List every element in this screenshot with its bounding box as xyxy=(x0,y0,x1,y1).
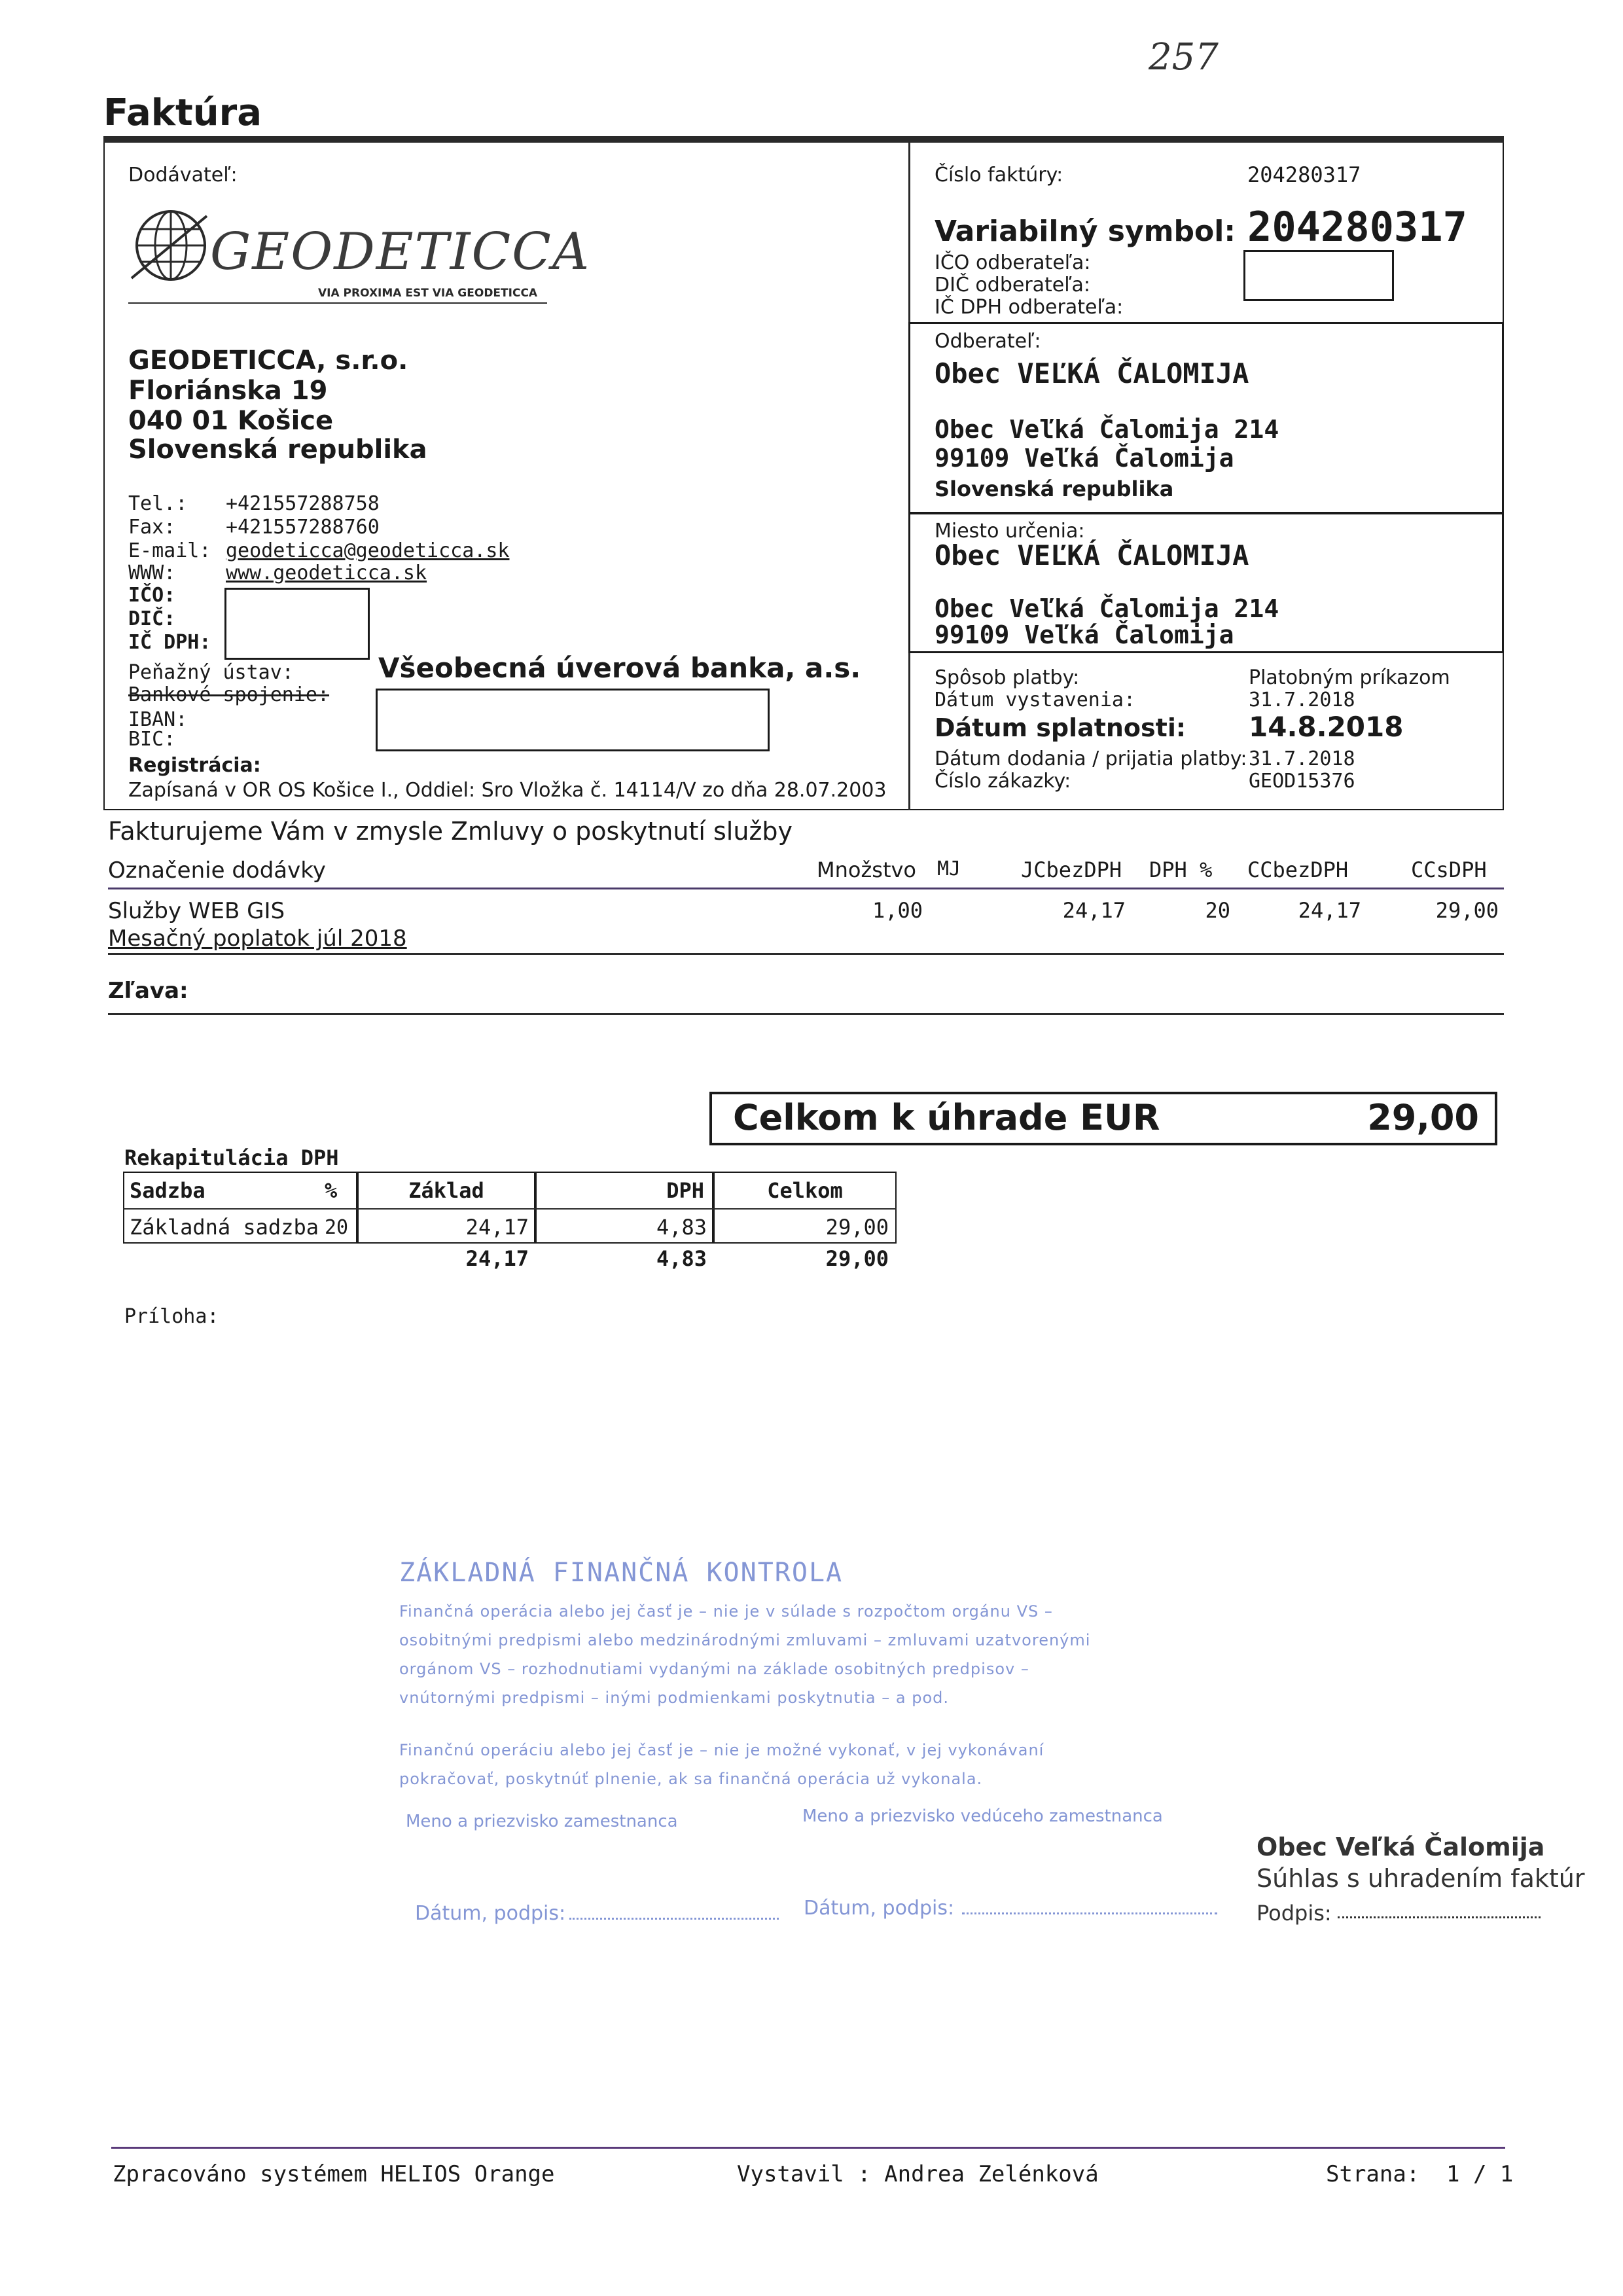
bank-label: Peňažný ústav: xyxy=(128,661,294,684)
stamp-line: pokračovať, poskytnúť plnenie, ak sa finančná operácia už vykonala. xyxy=(399,1770,983,1788)
order-number: GEOD15376 xyxy=(1249,770,1355,793)
col-description: Označenie dodávky xyxy=(108,857,326,884)
invoice-number: 204280317 xyxy=(1247,162,1361,187)
stamp-line: osobitnými predpismi alebo medzinárodnými zmluvami – zmluvami uzatvorenými xyxy=(399,1631,1091,1649)
destination-name: Obec VEĽKÁ ČALOMIJA xyxy=(935,539,1249,571)
vat-sum-vat: 4,83 xyxy=(656,1246,707,1271)
vat-head-rate: Sadzba xyxy=(130,1178,205,1203)
vat-row-vat: 4,83 xyxy=(656,1215,707,1240)
stamp-line: Finančnú operáciu alebo jej časť je – nie je možné vykonať, v jej vykonávaní xyxy=(399,1741,1044,1759)
stamp-date-sign-2: Dátum, podpis: xyxy=(804,1897,955,1920)
supplier-street: Floriánska 19 xyxy=(128,376,328,406)
email-link[interactable]: geodeticca@geodeticca.sk xyxy=(226,539,510,562)
customer-label: Odberateľ: xyxy=(935,330,1041,353)
approval-stamp-text: Súhlas s uhradením faktúr xyxy=(1257,1864,1585,1893)
www-link[interactable]: www.geodeticca.sk xyxy=(226,562,427,584)
registration-label: Registrácia: xyxy=(128,754,261,777)
redacted-bank-box xyxy=(376,689,770,751)
icdph-label: IČ DPH: xyxy=(128,631,211,654)
col-quantity: Množstvo xyxy=(817,857,916,882)
fax-label: Fax: xyxy=(128,516,176,539)
total-value: 29,00 xyxy=(1367,1097,1479,1138)
payment-method-label: Spôsob platby: xyxy=(935,666,1080,689)
registration-text: Zapísaná v OR OS Košice I., Oddiel: Sro Vložka č. 14114/V zo dňa 28.07.2003 xyxy=(128,779,887,802)
logo-rule xyxy=(128,302,547,304)
total-label: Celkom k úhrade EUR xyxy=(733,1097,1160,1138)
invoice-number-label: Číslo faktúry: xyxy=(935,164,1063,187)
vat-sum-total: 29,00 xyxy=(825,1246,889,1271)
issue-date-label: Dátum vystavenia: xyxy=(935,689,1136,711)
intro-text: Fakturujeme Vám v zmysle Zmluvy o poskytnutí služby xyxy=(108,817,793,846)
item-total-gross: 29,00 xyxy=(1435,898,1499,923)
stamp-text xyxy=(399,1597,1250,1793)
www-label: WWW: xyxy=(128,562,176,584)
vs-label: Variabilný symbol: xyxy=(935,215,1236,248)
iban-label: IBAN: xyxy=(128,708,188,731)
vat-head-base: Základ xyxy=(408,1178,484,1203)
fax-value: +421557288760 xyxy=(226,516,380,539)
vat-head-pct: % xyxy=(325,1178,338,1203)
vat-head-vat: DPH xyxy=(666,1178,704,1203)
vat-sum-base: 24,17 xyxy=(465,1246,529,1271)
col-vat-pct: DPH % xyxy=(1149,857,1213,882)
ico-label: IČO: xyxy=(128,584,176,607)
buyer-dic-label: DIČ odberateľa: xyxy=(935,274,1091,296)
due-date: 14.8.2018 xyxy=(1249,711,1404,743)
bic-label: BIC: xyxy=(128,728,176,751)
redacted-buyer-ids-box xyxy=(1243,250,1394,301)
footer-system: Zpracováno systémem HELIOS Orange xyxy=(113,2161,555,2187)
tel-label: Tel.: xyxy=(128,492,188,515)
item-quantity: 1,00 xyxy=(872,898,923,923)
footer-issuer: Vystavil : Andrea Zelénková xyxy=(737,2161,1099,2187)
stamp-employee-label: Meno a priezvisko zamestnanca xyxy=(406,1812,678,1831)
customer-address-1: Obec Veľká Čalomija 214 xyxy=(935,415,1279,444)
approval-stamp-title: Obec Veľká Čalomija xyxy=(1257,1833,1545,1861)
discount-label: Zľava: xyxy=(108,978,188,1004)
item-vat-pct: 20 xyxy=(1205,898,1230,923)
footer-page: 1 / 1 xyxy=(1446,2161,1514,2187)
vat-row-pct: 20 xyxy=(325,1216,349,1239)
delivery-date-label: Dátum dodania / prijatia platby: xyxy=(935,747,1247,770)
discount-rule xyxy=(108,1013,1504,1015)
stamp-line: Finančná operácia alebo jej časť je – nie je v súlade s rozpočtom orgánu VS – xyxy=(399,1602,1053,1621)
bank-name: Všeobecná úverová banka, a.s. xyxy=(378,652,861,684)
issue-date: 31.7.2018 xyxy=(1249,689,1355,711)
customer-address-2: 99109 Veľká Čalomija xyxy=(935,444,1234,473)
stamp-line: vnútornými predpismi – inými podmienkami poskytnutia – a pod. xyxy=(399,1689,949,1707)
variable-symbol: 204280317 xyxy=(1247,203,1467,251)
item-description-2: Mesačný poplatok júl 2018 xyxy=(108,925,407,952)
destination-label: Miesto určenia: xyxy=(935,520,1085,543)
vat-recap-title: Rekapitulácia DPH xyxy=(124,1145,339,1170)
customer-name: Obec VEĽKÁ ČALOMIJA xyxy=(935,357,1249,389)
item-unit-price: 24,17 xyxy=(1062,898,1126,923)
stamp-date-sign-1: Dátum, podpis: xyxy=(415,1902,566,1925)
col-unit: MJ xyxy=(937,857,961,880)
vat-row-rate: Základná sadzba xyxy=(130,1215,319,1240)
order-number-label: Číslo zákazky: xyxy=(935,770,1071,793)
globe-icon xyxy=(128,203,213,288)
vat-row-total: 29,00 xyxy=(825,1215,889,1240)
buyer-icdph-label: IČ DPH odberateľa: xyxy=(935,296,1124,319)
vat-head-total: Celkom xyxy=(767,1178,843,1203)
redacted-ids-box xyxy=(224,588,370,660)
vat-recap-header-rule xyxy=(123,1208,897,1210)
footer-page-label: Strana: xyxy=(1326,2161,1420,2187)
bank-connection-label: Bankové spojenie: xyxy=(128,683,330,706)
delivery-date: 31.7.2018 xyxy=(1249,747,1355,770)
logo-tagline: VIA PROXIMA EST VIA GEODETICCA xyxy=(318,287,538,300)
buyer-ico-label: IČO odberateľa: xyxy=(935,251,1091,274)
approval-sign-label: Podpis: xyxy=(1257,1901,1332,1926)
stamp-sign-line-2 xyxy=(962,1912,1217,1914)
attachment-label: Príloha: xyxy=(124,1305,219,1328)
items-rule xyxy=(108,953,1504,955)
stamp-sign-line-1 xyxy=(569,1918,779,1920)
customer-country: Slovenská republika xyxy=(935,476,1174,501)
destination-address-1: Obec Veľká Čalomija 214 xyxy=(935,594,1279,623)
footer-rule xyxy=(111,2147,1505,2149)
financial-control-stamp xyxy=(399,1558,1250,1793)
email-label: E-mail: xyxy=(128,539,211,562)
stamp-head-label: Meno a priezvisko vedúceho zamestnanca xyxy=(802,1806,1163,1826)
items-header-rule xyxy=(108,888,1504,889)
approval-sign-line xyxy=(1338,1916,1541,1918)
col-total-gross: CCsDPH xyxy=(1411,857,1487,882)
payment-method: Platobným príkazom xyxy=(1249,666,1450,689)
dic-label: DIČ: xyxy=(128,607,176,630)
vat-row-base: 24,17 xyxy=(465,1215,529,1240)
title-rule xyxy=(103,136,1504,143)
col-total-net: CCbezDPH xyxy=(1247,857,1349,882)
item-description: Služby WEB GIS xyxy=(108,898,285,924)
item-total-net: 24,17 xyxy=(1298,898,1361,923)
supplier-label: Dodávateľ: xyxy=(128,164,238,187)
handwritten-note: 257 xyxy=(1149,36,1219,79)
document-title: Faktúra xyxy=(103,92,262,134)
due-date-label: Dátum splatnosti: xyxy=(935,713,1186,742)
supplier-name: GEODETICCA, s.r.o. xyxy=(128,346,408,376)
supplier-logo xyxy=(128,203,591,308)
supplier-city: 040 01 Košice xyxy=(128,406,334,436)
logo-wordmark: GEODETICCA xyxy=(210,223,591,281)
tel-value: +421557288758 xyxy=(226,492,380,515)
stamp-title: ZÁKLADNÁ FINANČNÁ KONTROLA xyxy=(399,1558,844,1588)
destination-address-2: 99109 Veľká Čalomija xyxy=(935,620,1234,649)
supplier-country: Slovenská republika xyxy=(128,435,427,465)
col-unit-price: JCbezDPH xyxy=(1021,857,1122,882)
stamp-line: orgánom VS – rozhodnutiami vydanými na základe osobitných predpisov – xyxy=(399,1660,1029,1678)
